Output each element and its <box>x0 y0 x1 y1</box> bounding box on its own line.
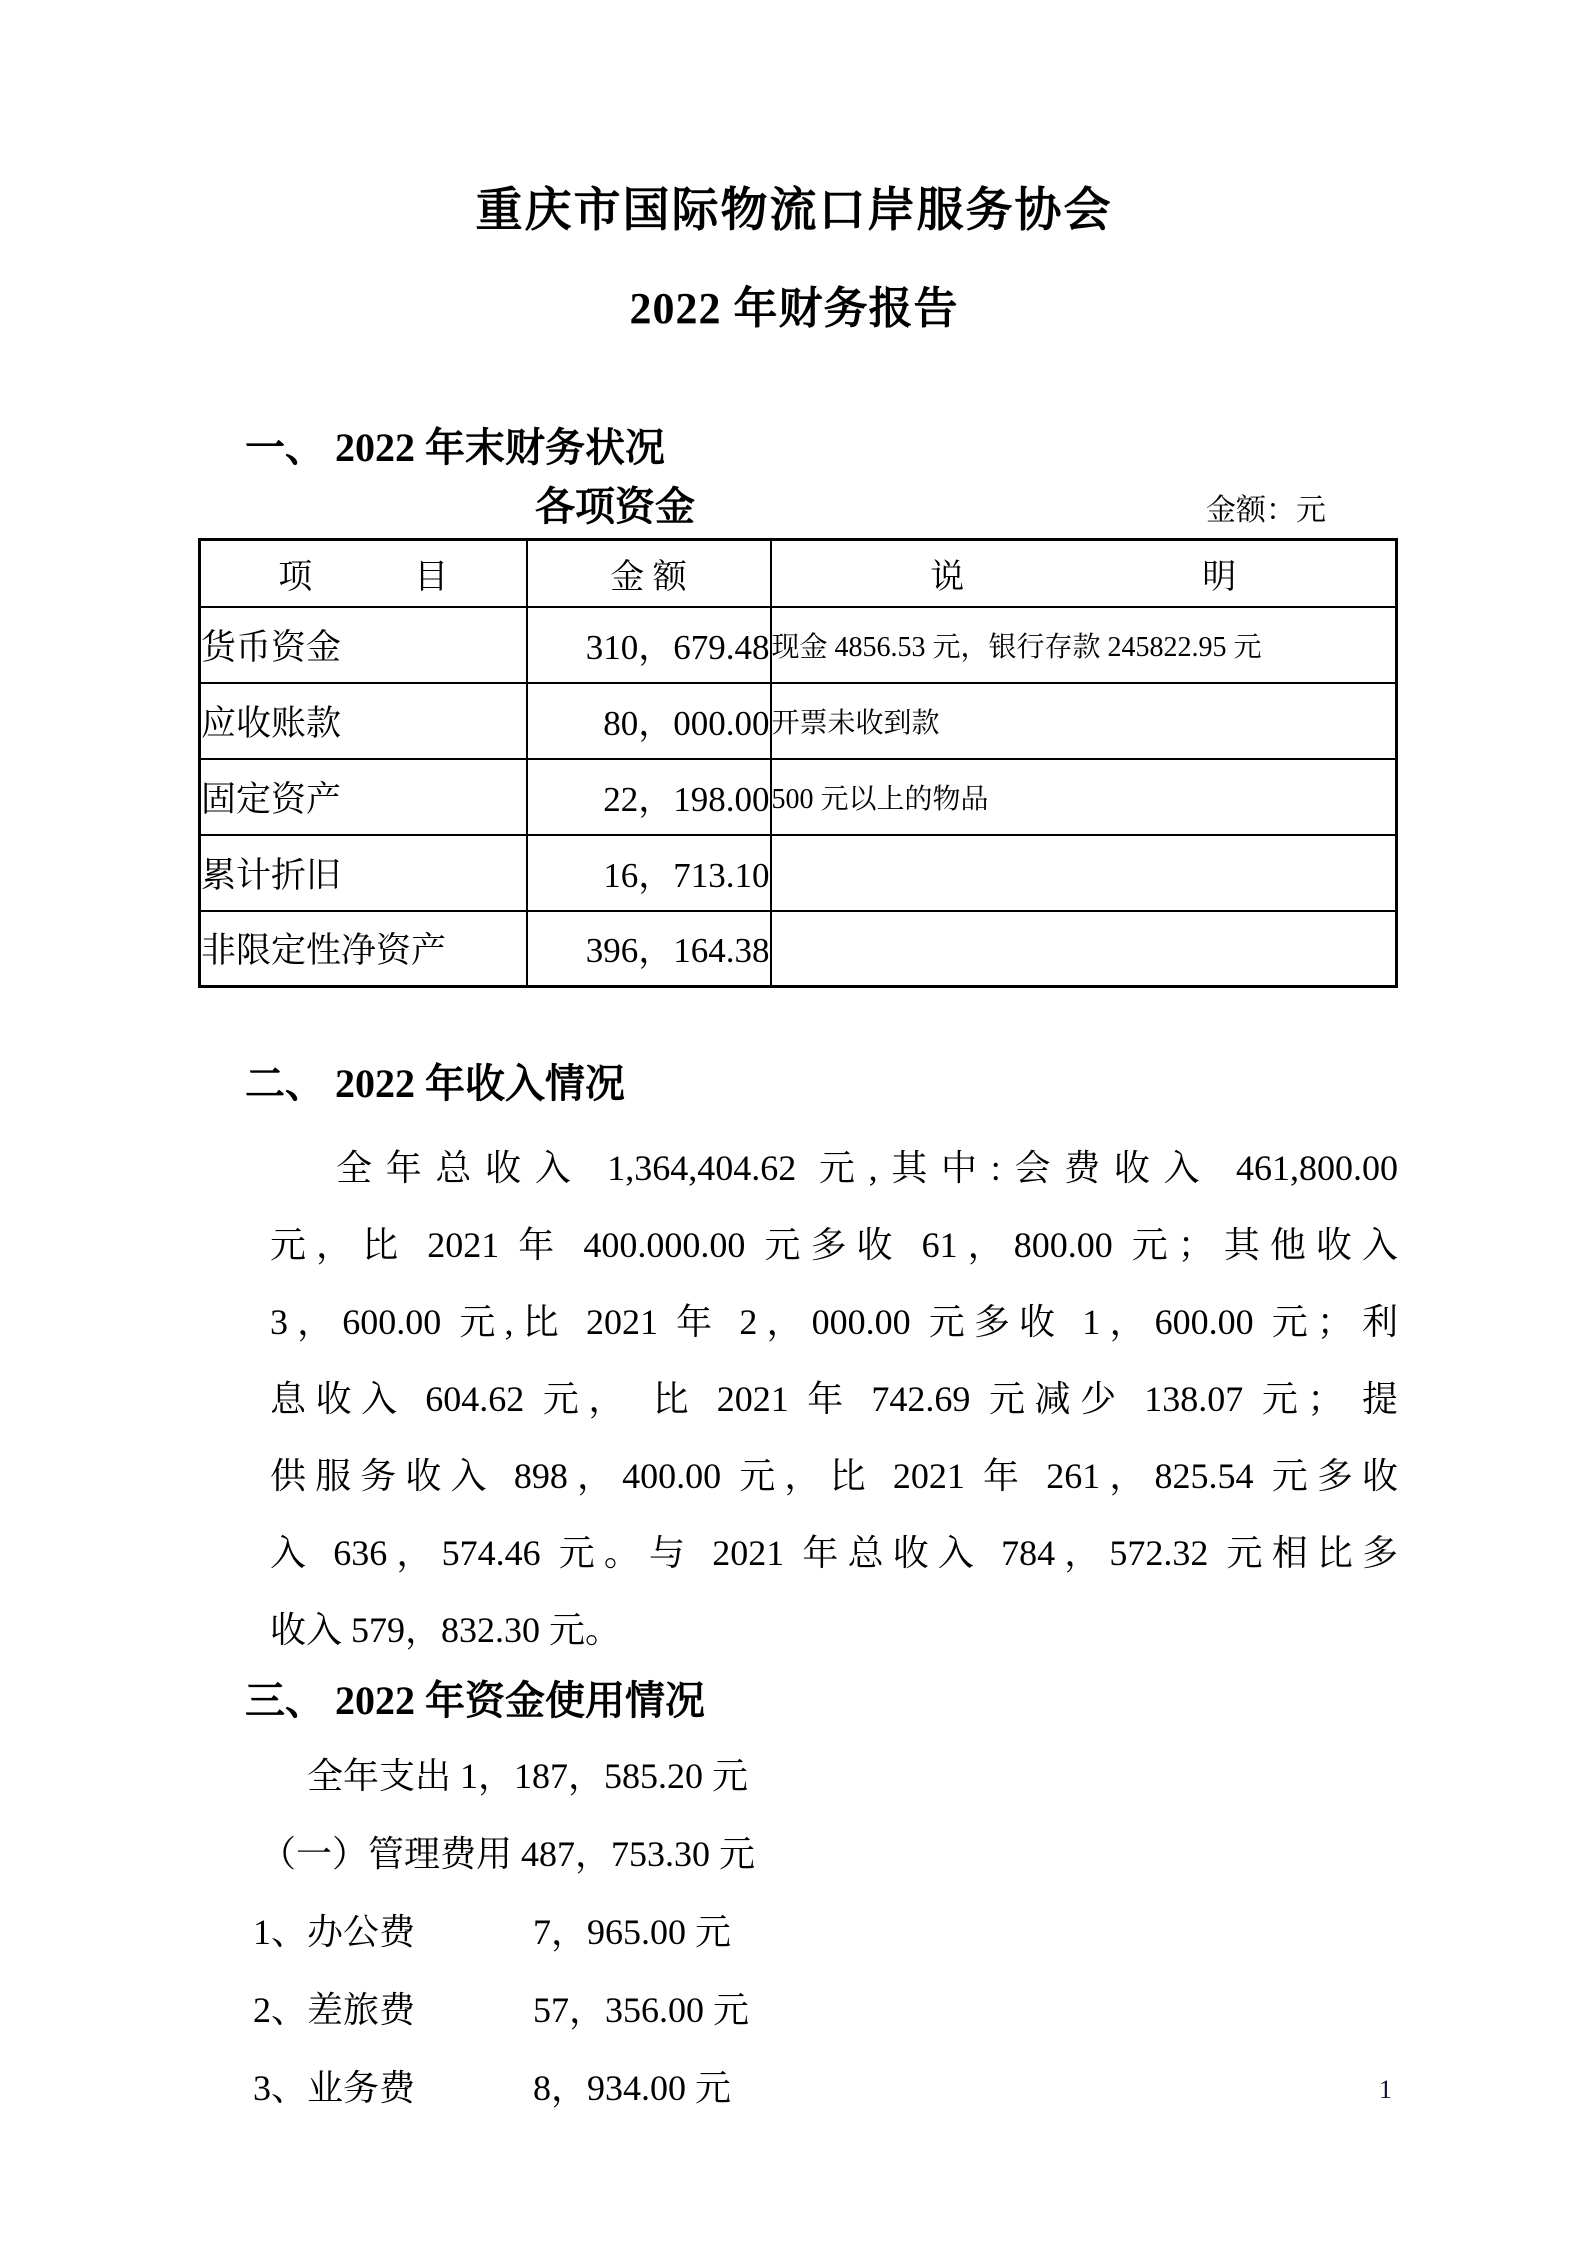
table-row <box>200 759 1397 835</box>
column-header-amount: 金 额 <box>527 540 771 607</box>
section-2-heading: 二、 2022 年收入情况 <box>245 1061 625 1107</box>
row-note: 开票未收到款 <box>771 683 1397 759</box>
table-caption-row <box>0 482 1588 532</box>
row-note: 500 元以上的物品 <box>771 759 1397 835</box>
row-item: 应收账款 <box>200 683 527 759</box>
funds-table <box>198 538 1398 988</box>
income-paragraph <box>270 1130 1398 1669</box>
paragraph-line: 3，600.00 元,比 2021 年 2，000.00 元多收 1，600.00 元；利 <box>270 1302 1398 1343</box>
expenses-block <box>250 1737 1588 2127</box>
row-item: 累计折旧 <box>200 835 527 911</box>
funds-table-title: 各项资金 <box>535 484 695 530</box>
expense-item-label: 3、业务费 <box>253 2068 416 2109</box>
row-amount: 16，713.10 <box>527 835 771 911</box>
annual-expense-total: 全年支出 1，187，585.20 元 <box>307 1756 749 1797</box>
row-amount: 310，679.48 <box>527 607 771 683</box>
expense-item <box>250 1971 1588 2049</box>
section-3-heading: 三、 2022 年资金使用情况 <box>245 1678 705 1724</box>
row-item: 非限定性净资产 <box>200 911 527 987</box>
row-item: 货币资金 <box>200 607 527 683</box>
expense-item-amount: 7，965.00 元 <box>533 1912 732 1953</box>
paragraph-line: 元，比 2021 年 400.000.00 元多收 61，800.00 元；其他收入 <box>270 1225 1398 1266</box>
page-number: 1 <box>1379 2075 1392 2104</box>
document-title: 重庆市国际物流口岸服务协会 <box>475 185 1113 237</box>
section-1-heading: 一、 2022 年末财务状况 <box>245 425 665 471</box>
expense-item-amount: 8，934.00 元 <box>533 2068 732 2109</box>
expense-item-label: 2、差旅费 <box>253 1990 416 2031</box>
column-header-item: 项 目 <box>200 540 527 607</box>
row-amount: 80，000.00 <box>527 683 771 759</box>
row-note <box>771 911 1397 987</box>
expense-item-amount: 57，356.00 元 <box>533 1990 750 2031</box>
row-item: 固定资产 <box>200 759 527 835</box>
management-expense-subtotal: （一）管理费用 487，753.30 元 <box>260 1834 756 1875</box>
amount-unit-note: 金额：元 <box>1206 494 1326 528</box>
paragraph-line: 全年总收入 1,364,404.62 元,其中:会费收入 461,800.00 <box>336 1148 1398 1189</box>
table-row <box>200 835 1397 911</box>
table-row <box>200 683 1397 759</box>
paragraph-line: 息收入 604.62 元， 比 2021 年 742.69 元减少 138.07 元； 提 <box>270 1379 1398 1420</box>
expense-item <box>250 1893 1588 1971</box>
row-note <box>771 835 1397 911</box>
row-amount: 396，164.38 <box>527 911 771 987</box>
row-amount: 22，198.00 <box>527 759 771 835</box>
row-note: 现金 4856.53 元，银行存款 245822.95 元 <box>771 607 1397 683</box>
table-row <box>200 911 1397 987</box>
paragraph-line: 供服务收入 898，400.00 元，比 2021 年 261，825.54 元多收 <box>270 1456 1398 1497</box>
column-header-note: 说 明 <box>771 540 1397 607</box>
expense-item-label: 1、办公费 <box>253 1912 416 1953</box>
paragraph-line: 收入 579，832.30 元。 <box>270 1610 622 1651</box>
funds-table-header-row <box>200 540 1397 607</box>
table-row <box>200 607 1397 683</box>
paragraph-line: 入 636，574.46 元。与 2021 年总收入 784，572.32 元相比多 <box>270 1533 1398 1574</box>
document-subtitle: 2022 年财务报告 <box>629 284 959 334</box>
